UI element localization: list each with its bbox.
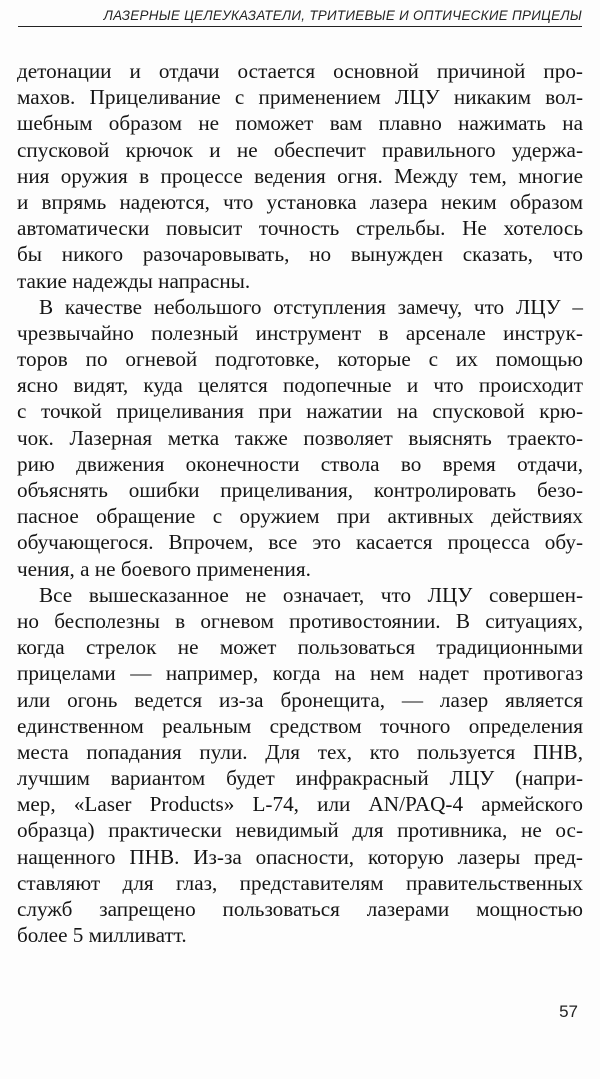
text-line: шебным образом не поможет вам плавно нажимать на <box>17 111 583 136</box>
text-line: лучшим вариантом будет инфракрасный ЛЦУ (напри- <box>17 766 583 791</box>
text-line: торов по огневой подготовке, которые с их помощью <box>17 347 583 372</box>
text-line: автоматически повысит точность стрельбы. Не хотелось <box>17 216 583 241</box>
text-line: ставляют для глаз, представителям правительственных <box>17 870 583 895</box>
text-line: нащенного ПНВ. Из-за опасности, которую лазеры пред- <box>17 844 583 869</box>
body-text <box>17 58 583 948</box>
text-line: рию движения оконечности ствола во время отдачи, <box>17 451 583 476</box>
text-line: чок. Лазерная метка также позволяет выяснять траекто- <box>17 425 583 450</box>
text-line: и впрямь надеются, что установка лазера неким образом <box>17 189 583 214</box>
text-line: Все вышесказанное не означает, что ЛЦУ совершен- <box>39 582 583 607</box>
text-line: пасное обращение с оружием при активных действиях <box>17 504 583 529</box>
text-line: спусковой крючок и не обеспечит правильного удержа- <box>17 137 583 162</box>
text-line: единственном реальным средством точного определения <box>17 713 583 738</box>
text-line: места попадания пули. Для тех, кто пользуется ПНВ, <box>17 739 583 764</box>
text-line: с точкой прицеливания при нажатии на спусковой крю- <box>17 399 583 424</box>
page-number: 57 <box>559 1002 578 1021</box>
text-line: более 5 милливатт. <box>17 923 187 948</box>
paragraph-2 <box>17 294 583 582</box>
text-line: детонации и отдачи остается основной причиной про- <box>17 59 583 83</box>
text-line: прицелами — например, когда на нем надет противогаз <box>17 661 583 686</box>
text-line: обучающегося. Впрочем, все это касается процесса обу- <box>17 530 583 555</box>
paragraph-1 <box>17 58 583 294</box>
text-line: махов. Прицеливание с применением ЛЦУ никаким вол- <box>17 85 583 110</box>
text-line: чрезвычайно полезный инструмент в арсенале инструк- <box>17 320 583 345</box>
text-line: но бесполезны в огневом противостоянии. В ситуациях, <box>17 608 583 633</box>
text-line: чения, а не боевого применения. <box>17 556 311 581</box>
text-line: В качестве небольшого отступления замечу, что ЛЦУ – <box>39 294 583 319</box>
text-line: ния оружия в процессе ведения огня. Между тем, многие <box>17 163 583 188</box>
text-line: служб запрещено пользоваться лазерами мощностью <box>17 897 583 921</box>
text-line: образца) практически невидимый для противника, не ос- <box>17 818 583 843</box>
text-line: мер, «Laser Products» L-74, или AN/PAQ-4 армейского <box>17 792 583 817</box>
text-line: бы никого разочаровывать, но вынужден сказать, что <box>17 242 583 267</box>
running-header: ЛАЗЕРНЫЕ ЦЕЛЕУКАЗАТЕЛИ, ТРИТИЕВЫЕ И ОПТИЧЕСКИЕ ПРИЦЕЛЫ <box>18 8 582 27</box>
text-line: или огонь ведется из-за бронещита, — лазер является <box>17 687 583 712</box>
text-line: когда стрелок не может пользоваться традиционными <box>17 635 583 660</box>
paragraph-3 <box>17 582 583 949</box>
text-line: объяснять ошибки прицеливания, контролировать безо- <box>17 478 583 502</box>
text-line: такие надежды напрасны. <box>17 268 251 293</box>
text-line: ясно видят, куда целятся подопечные и что происходит <box>17 373 583 398</box>
